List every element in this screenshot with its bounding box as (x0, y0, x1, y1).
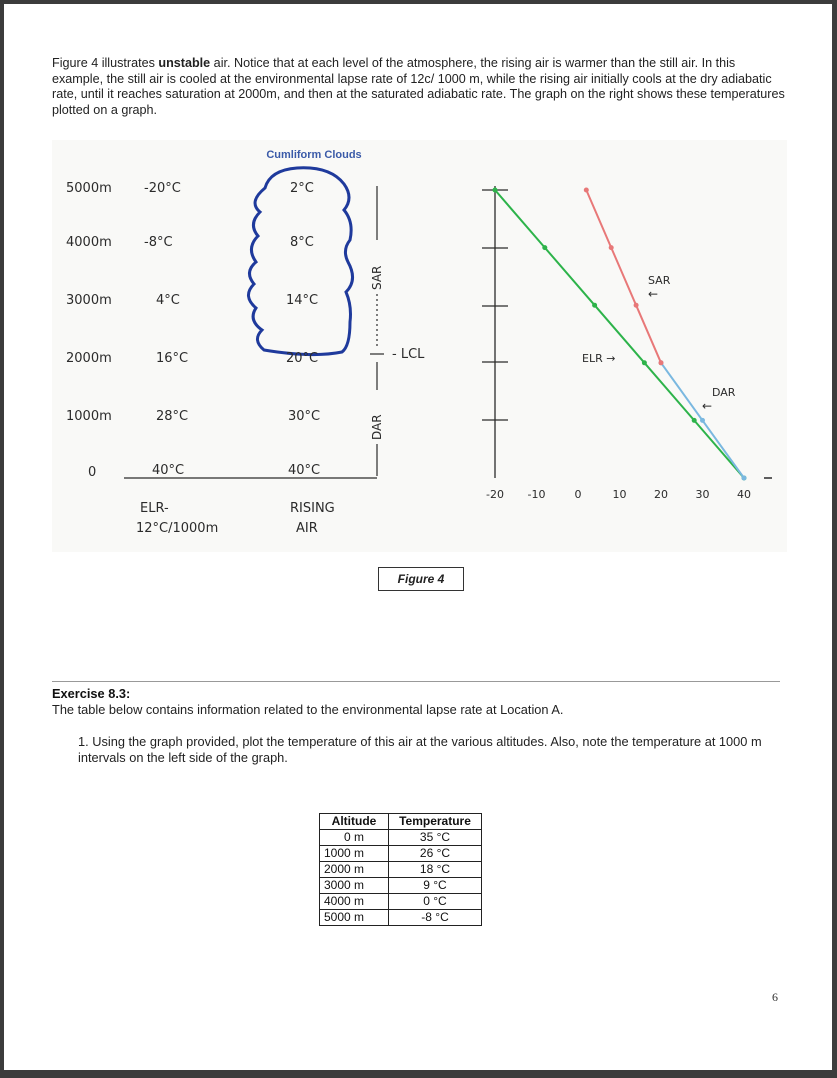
x-tick-labels (486, 488, 751, 501)
lapse-rate-table (319, 813, 482, 926)
table-row (320, 830, 482, 846)
rising-air-temps (286, 181, 320, 478)
still-air-temp: -8°C (144, 235, 173, 250)
sar-vertical-label: SAR (370, 265, 384, 290)
intro-paragraph: Figure 4 illustrates unstable air. Notice that at each level of the atmosphere, the rising air is warmer than the still air. In this example, the still air is cooled at the environmental lapse rate of 12c/ 1000 m, while the rising air initially cools at the dry adiabatic rate, until it reaches saturation at 2000m, and then at the saturated adiabatic rate. The graph on the right shows these temperatures plotted on a graph. (52, 56, 785, 117)
still-air-temp: 16°C (156, 351, 189, 366)
elr-point (642, 360, 647, 365)
figure-4-svg (52, 140, 787, 552)
x-tick-label: 10 (612, 488, 627, 501)
rising-air-temp: 8°C (290, 235, 314, 250)
rising-air-temp: 30°C (288, 409, 321, 424)
altitude-cell: 2000 m (320, 862, 389, 878)
elr-line (495, 190, 744, 478)
x-tick-label: 20 (654, 488, 668, 501)
sar-point (609, 245, 614, 250)
temperature-cell: 0 °C (389, 894, 482, 910)
graph-dar-arrow: ← (702, 399, 713, 413)
chart-lines (493, 188, 747, 481)
lcl-label: - LCL (392, 347, 425, 362)
altitude-cell: 1000 m (320, 846, 389, 862)
rising-air-temp: 14°C (286, 293, 319, 308)
temperature-cell: 18 °C (389, 862, 482, 878)
elr-point (692, 418, 697, 423)
altitude-label: 4000m (66, 235, 112, 250)
table-row (320, 894, 482, 910)
temperature-cell: 9 °C (389, 878, 482, 894)
graph-sar-label: SAR (648, 274, 671, 287)
still-air-temps (144, 181, 188, 478)
document-page (4, 4, 832, 1070)
elr-note-line2: 12°C/1000m (136, 521, 219, 536)
intro-bold-word: unstable (158, 56, 211, 70)
altitude-label: 0 (88, 465, 97, 480)
exercise-item-1: 1. Using the graph provided, plot the temperature of this air at the various altitudes. Also, note the temperature at 1000 m intervals on the left side of the graph. (78, 734, 762, 765)
x-tick-label: -20 (486, 488, 504, 501)
graph-elr-label: ELR → (582, 352, 616, 365)
still-air-temp: -20°C (144, 181, 181, 196)
sar-point (659, 360, 664, 365)
altitude-cell: 5000 m (320, 910, 389, 926)
altitude-labels (66, 181, 112, 480)
section-divider (52, 681, 780, 682)
x-tick-label: 30 (695, 488, 710, 501)
elr-point (542, 245, 547, 250)
altitude-label: 1000m (66, 409, 112, 424)
figure-caption: Figure 4 (378, 567, 464, 591)
elr-note-line1: ELR- (140, 501, 169, 516)
altitude-cell: 3000 m (320, 878, 389, 894)
graph-sar-arrow: ← (648, 287, 659, 301)
dar-vertical-label: DAR (370, 414, 384, 440)
temperature-cell: 35 °C (389, 830, 482, 846)
figure-4-image (52, 140, 787, 552)
elr-point (493, 188, 498, 193)
table-row (320, 846, 482, 862)
table-row (320, 862, 482, 878)
still-air-temp: 40°C (152, 463, 185, 478)
graph-dar-label: DAR (712, 386, 736, 399)
x-tick-label: 0 (574, 488, 582, 501)
altitude-label: 2000m (66, 351, 112, 366)
rising-air-temp: 20°C (286, 351, 319, 366)
x-tick-label: -10 (527, 488, 546, 501)
altitude-cell: 4000 m (320, 894, 389, 910)
dar-point (700, 418, 705, 423)
temperature-cell: 26 °C (389, 846, 482, 862)
sar-point (634, 303, 639, 308)
still-air-temp: 4°C (156, 293, 180, 308)
table-header-altitude: Altitude (320, 814, 389, 830)
rising-air-line2: AIR (296, 521, 318, 536)
graph-axis (482, 186, 772, 478)
elr-point (592, 303, 597, 308)
x-tick-label: 40 (737, 488, 751, 501)
temperature-cell: -8 °C (389, 910, 482, 926)
table-row (320, 910, 482, 926)
rising-air-temp: 2°C (290, 181, 314, 196)
table-header-temperature: Temperature (389, 814, 482, 830)
table-row (320, 878, 482, 894)
clouds-title: Cumliform Clouds (266, 149, 362, 161)
table-header-row (320, 814, 482, 830)
rising-air-line1: RISING (290, 501, 335, 516)
altitude-cell: 0 m (320, 830, 389, 846)
still-air-temp: 28°C (156, 409, 189, 424)
page-number: 6 (772, 990, 778, 1004)
sar-point (584, 188, 589, 193)
altitude-label: 3000m (66, 293, 112, 308)
exercise-description: The table below contains information related to the environmental lapse rate at Location A. (52, 702, 564, 717)
dar-point (742, 476, 747, 481)
exercise-title: Exercise 8.3: (52, 686, 131, 701)
altitude-label: 5000m (66, 181, 112, 196)
rising-air-temp: 40°C (288, 463, 321, 478)
